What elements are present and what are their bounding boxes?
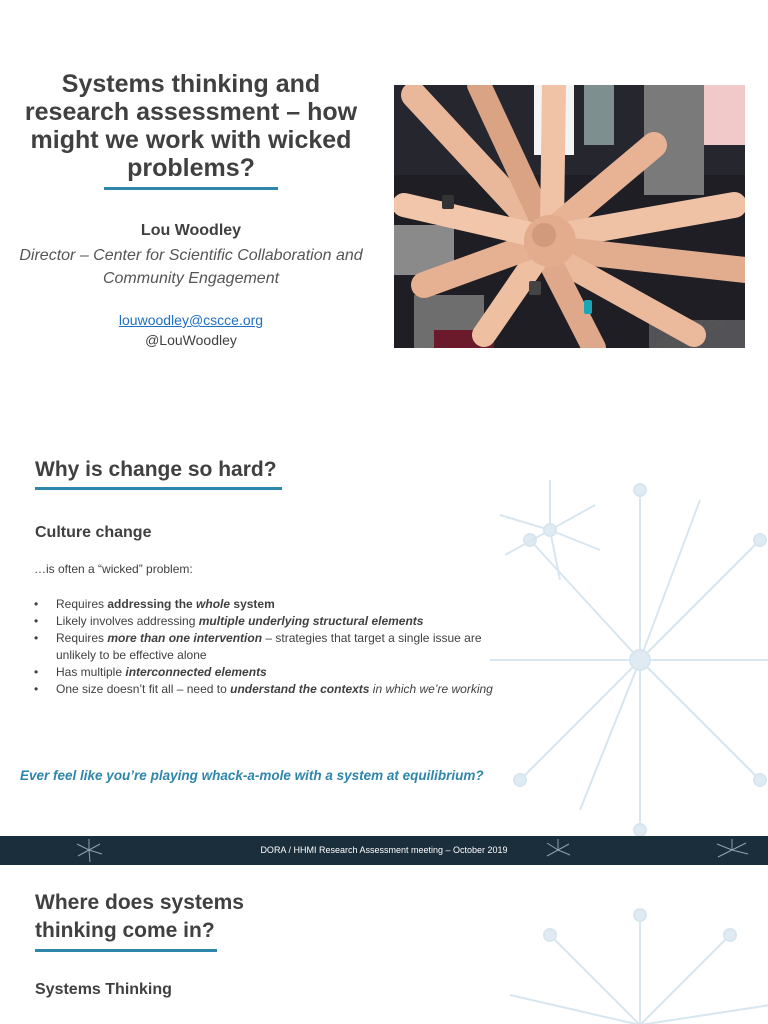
systems-thinking-slide (0, 865, 768, 1024)
culture-change-subheading: Culture change (35, 524, 152, 541)
bullet-item: • Requires more than one intervention – strategies that target a single issue are unlikely to be effective alone (34, 630, 524, 664)
slide-heading: Where does systems thinking come in? (35, 891, 244, 942)
author-name: Lou Woodley (140, 222, 242, 239)
systems-thinking-subheading: Systems Thinking (35, 981, 172, 998)
bullet-item: • Has multiple interconnected elements (34, 664, 524, 681)
dandelion-decoration (490, 885, 768, 1024)
twitter-handle: @LouWoodley (145, 332, 237, 348)
heading-underline (35, 487, 282, 490)
heading-underline (35, 949, 217, 952)
bullet-item: • Likely involves addressing multiple underlying structural elements (34, 613, 524, 630)
presentation-title: Systems thinking and research assessment – how might we work with wicked problems? (24, 70, 358, 182)
why-change-hard-slide (0, 430, 768, 865)
bullet-list (34, 596, 524, 698)
bullet-item: • Requires addressing the whole system (34, 596, 524, 613)
whack-a-mole-question: Ever feel like you’re playing whack-a-mole with a system at equilibrium? (20, 768, 484, 783)
footer-bar (0, 836, 768, 865)
hands-together-photo (394, 85, 745, 348)
title-underline (104, 187, 278, 190)
dandelion-decoration (490, 450, 768, 836)
author-role: Director – Center for Scientific Collaboration and Community Engagement (19, 247, 363, 287)
email-link[interactable]: louwoodley@cscce.org (118, 312, 264, 328)
title-slide (0, 0, 768, 430)
slide-heading: Why is change so hard? (35, 458, 277, 481)
intro-text: …is often a “wicked” problem: (34, 562, 193, 576)
bullet-item: • One size doesn’t fit all – need to understand the contexts in which we’re working (34, 681, 524, 698)
footer-text: DORA / HHMI Research Assessment meeting – October 2019 (260, 845, 508, 855)
